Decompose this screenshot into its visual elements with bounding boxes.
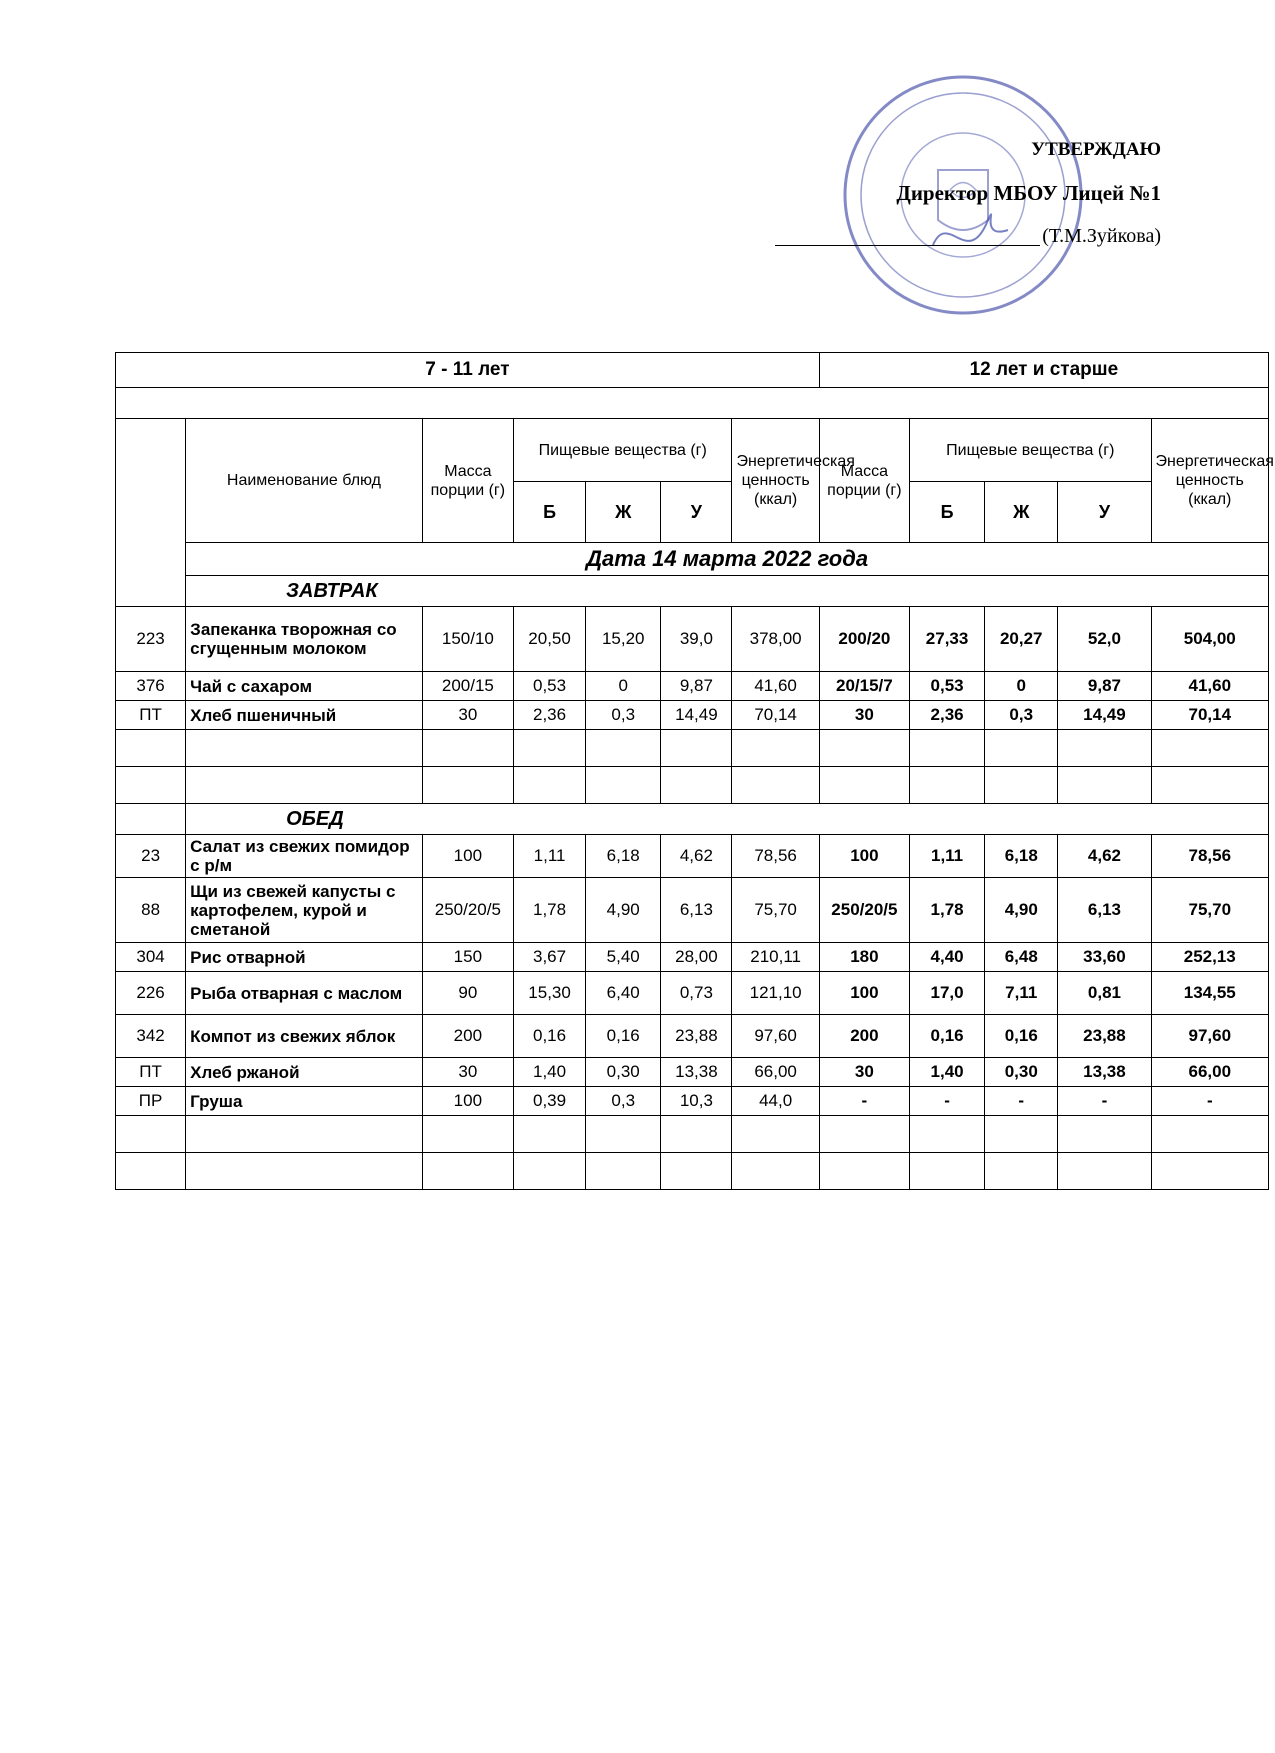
code-column-header (116, 419, 186, 607)
carb-header: У (661, 482, 732, 543)
signature-underline (775, 244, 1040, 246)
value-cell: 100 (422, 835, 513, 878)
age-group-row (116, 353, 1269, 388)
value-cell: 0,30 (586, 1058, 661, 1087)
recipe-code-cell: 376 (116, 672, 186, 701)
value-cell: 33,60 (1058, 943, 1151, 972)
value-cell: 20,50 (513, 607, 585, 672)
value-cell: 0,3 (586, 701, 661, 730)
recipe-code-cell: 223 (116, 607, 186, 672)
value-cell: 4,90 (586, 878, 661, 943)
value-cell: 0 (586, 672, 661, 701)
age-group-young: 7 - 11 лет (116, 353, 820, 388)
value-cell: 0,3 (985, 701, 1058, 730)
value-cell: 134,55 (1151, 972, 1268, 1015)
dish-name-cell: Груша (186, 1087, 423, 1116)
value-cell: 504,00 (1151, 607, 1268, 672)
value-cell: 13,38 (661, 1058, 732, 1087)
value-cell: 23,88 (661, 1015, 732, 1058)
value-cell: 200 (422, 1015, 513, 1058)
value-cell: - (909, 1087, 984, 1116)
value-cell: 30 (422, 701, 513, 730)
energy-header: Энергетическая ценность (ккал) (1151, 419, 1268, 543)
approval-title: УТВЕРЖДАЮ (1031, 139, 1161, 160)
dish-name-cell: Хлеб пшеничный (186, 701, 423, 730)
value-cell: 7,11 (985, 972, 1058, 1015)
value-cell: 3,67 (513, 943, 585, 972)
value-cell: 378,00 (732, 607, 819, 672)
recipe-code-cell: ПТ (116, 1058, 186, 1087)
recipe-code-cell: ПР (116, 1087, 186, 1116)
value-cell: 9,87 (661, 672, 732, 701)
value-cell: 41,60 (732, 672, 819, 701)
value-cell: 250/20/5 (422, 878, 513, 943)
menu-row (116, 672, 1269, 701)
director-signature-line (775, 216, 1161, 256)
value-cell: - (1058, 1087, 1151, 1116)
director-name: (Т.М.Зуйкова) (1042, 225, 1161, 247)
value-cell: 4,62 (1058, 835, 1151, 878)
menu-row (116, 701, 1269, 730)
value-cell: 30 (819, 701, 909, 730)
value-cell: 6,13 (661, 878, 732, 943)
value-cell: 13,38 (1058, 1058, 1151, 1087)
recipe-code-cell: ПТ (116, 701, 186, 730)
protein-header: Б (909, 482, 984, 543)
value-cell: 252,13 (1151, 943, 1268, 972)
value-cell: 30 (819, 1058, 909, 1087)
value-cell: 1,11 (909, 835, 984, 878)
value-cell: 66,00 (1151, 1058, 1268, 1087)
dish-name-cell: Чай с сахаром (186, 672, 423, 701)
dish-name-cell: Компот из свежих яблок (186, 1015, 423, 1058)
empty-row (116, 767, 1269, 804)
value-cell: 70,14 (1151, 701, 1268, 730)
value-cell: 1,78 (909, 878, 984, 943)
fat-header: Ж (586, 482, 661, 543)
recipe-code-cell: 304 (116, 943, 186, 972)
dish-name-cell: Салат из свежих помидор с р/м (186, 835, 423, 878)
menu-row (116, 1087, 1269, 1116)
value-cell: - (819, 1087, 909, 1116)
menu-row (116, 835, 1269, 878)
value-cell: 97,60 (1151, 1015, 1268, 1058)
value-cell: 66,00 (732, 1058, 819, 1087)
value-cell: 2,36 (513, 701, 585, 730)
value-cell: 10,3 (661, 1087, 732, 1116)
menu-row (116, 943, 1269, 972)
value-cell: 200 (819, 1015, 909, 1058)
empty-row (116, 730, 1269, 767)
value-cell: 0,16 (586, 1015, 661, 1058)
value-cell: 180 (819, 943, 909, 972)
lunch-title: ОБЕД (186, 804, 1269, 835)
value-cell: 1,11 (513, 835, 585, 878)
value-cell: 6,40 (586, 972, 661, 1015)
value-cell: 6,13 (1058, 878, 1151, 943)
value-cell: 41,60 (1151, 672, 1268, 701)
value-cell: 100 (819, 972, 909, 1015)
value-cell: 150 (422, 943, 513, 972)
approval-block (775, 130, 1161, 256)
mass-header: Масса порции (г) (819, 419, 909, 543)
nutrients-header: Пищевые вещества (г) (513, 419, 732, 482)
value-cell: 0,53 (513, 672, 585, 701)
value-cell: 6,48 (985, 943, 1058, 972)
lunch-empty-rows (116, 1116, 1269, 1190)
value-cell: 1,40 (909, 1058, 984, 1087)
dish-name-cell: Рис отварной (186, 943, 423, 972)
value-cell: 70,14 (732, 701, 819, 730)
value-cell: - (985, 1087, 1058, 1116)
header-row (116, 419, 1269, 482)
value-cell: 6,18 (985, 835, 1058, 878)
value-cell: 75,70 (1151, 878, 1268, 943)
mass-header: Масса порции (г) (422, 419, 513, 543)
recipe-code-cell: 342 (116, 1015, 186, 1058)
breakfast-title: ЗАВТРАК (186, 576, 1269, 607)
lunch-title-row (116, 804, 1269, 835)
empty-row (116, 1153, 1269, 1190)
value-cell: 75,70 (732, 878, 819, 943)
breakfast-empty-rows (116, 730, 1269, 804)
value-cell: 97,60 (732, 1015, 819, 1058)
energy-header: Энергетическая ценность (ккал) (732, 419, 819, 543)
value-cell: 20,27 (985, 607, 1058, 672)
value-cell: 100 (819, 835, 909, 878)
value-cell: 0,39 (513, 1087, 585, 1116)
value-cell: 0,16 (909, 1015, 984, 1058)
value-cell: 15,30 (513, 972, 585, 1015)
dish-header: Наименование блюд (186, 419, 423, 543)
value-cell: 52,0 (1058, 607, 1151, 672)
dish-name-cell: Хлеб ржаной (186, 1058, 423, 1087)
value-cell: 90 (422, 972, 513, 1015)
value-cell: 0,30 (985, 1058, 1058, 1087)
menu-row (116, 1015, 1269, 1058)
value-cell: 39,0 (661, 607, 732, 672)
value-cell: 2,36 (909, 701, 984, 730)
menu-row (116, 878, 1269, 943)
value-cell: 14,49 (1058, 701, 1151, 730)
value-cell: 4,62 (661, 835, 732, 878)
value-cell: 4,90 (985, 878, 1058, 943)
lunch-title-body (116, 804, 1269, 835)
dish-name-cell: Щи из свежей капусты с картофелем, курой и сметаной (186, 878, 423, 943)
value-cell: 28,00 (661, 943, 732, 972)
value-cell: 200/20 (819, 607, 909, 672)
recipe-code-cell: 226 (116, 972, 186, 1015)
value-cell: 0,16 (985, 1015, 1058, 1058)
protein-header: Б (513, 482, 585, 543)
value-cell: 0,3 (586, 1087, 661, 1116)
recipe-code-cell: 23 (116, 835, 186, 878)
nutrients-header: Пищевые вещества (г) (909, 419, 1151, 482)
value-cell: 78,56 (732, 835, 819, 878)
value-cell: 17,0 (909, 972, 984, 1015)
value-cell: 5,40 (586, 943, 661, 972)
value-cell: 27,33 (909, 607, 984, 672)
fat-header: Ж (985, 482, 1058, 543)
breakfast-rows (116, 607, 1269, 730)
value-cell: 121,10 (732, 972, 819, 1015)
value-cell: 200/15 (422, 672, 513, 701)
menu-table (115, 352, 1274, 1190)
value-cell: 0 (985, 672, 1058, 701)
value-cell: 1,78 (513, 878, 585, 943)
value-cell: - (1151, 1087, 1268, 1116)
menu-row (116, 607, 1269, 672)
menu-row (116, 1058, 1269, 1087)
value-cell: 14,49 (661, 701, 732, 730)
value-cell: 30 (422, 1058, 513, 1087)
menu-row (116, 972, 1269, 1015)
value-cell: 0,53 (909, 672, 984, 701)
breakfast-title-row (116, 576, 1269, 607)
lunch-rows (116, 835, 1269, 1116)
value-cell: 78,56 (1151, 835, 1268, 878)
value-cell: 0,81 (1058, 972, 1151, 1015)
value-cell: 210,11 (732, 943, 819, 972)
spacer-row (116, 388, 1269, 419)
value-cell: 250/20/5 (819, 878, 909, 943)
value-cell: 15,20 (586, 607, 661, 672)
recipe-code-cell: 88 (116, 878, 186, 943)
value-cell: 20/15/7 (819, 672, 909, 701)
value-cell: 6,18 (586, 835, 661, 878)
dish-name-cell: Рыба отварная с маслом (186, 972, 423, 1015)
date-row (116, 543, 1269, 576)
value-cell: 4,40 (909, 943, 984, 972)
age-group-older: 12 лет и старше (819, 353, 1268, 388)
value-cell: 1,40 (513, 1058, 585, 1087)
value-cell: 0,16 (513, 1015, 585, 1058)
value-cell: 0,73 (661, 972, 732, 1015)
value-cell: 150/10 (422, 607, 513, 672)
empty-row (116, 1116, 1269, 1153)
value-cell: 100 (422, 1087, 513, 1116)
value-cell: 9,87 (1058, 672, 1151, 701)
value-cell: 44,0 (732, 1087, 819, 1116)
director-position: Директор МБОУ Лицей №1 (896, 181, 1161, 205)
menu-date: Дата 14 марта 2022 года (186, 543, 1269, 576)
carb-header: У (1058, 482, 1151, 543)
value-cell: 23,88 (1058, 1015, 1151, 1058)
dish-name-cell: Запеканка творожная со сгущенным молоком (186, 607, 423, 672)
